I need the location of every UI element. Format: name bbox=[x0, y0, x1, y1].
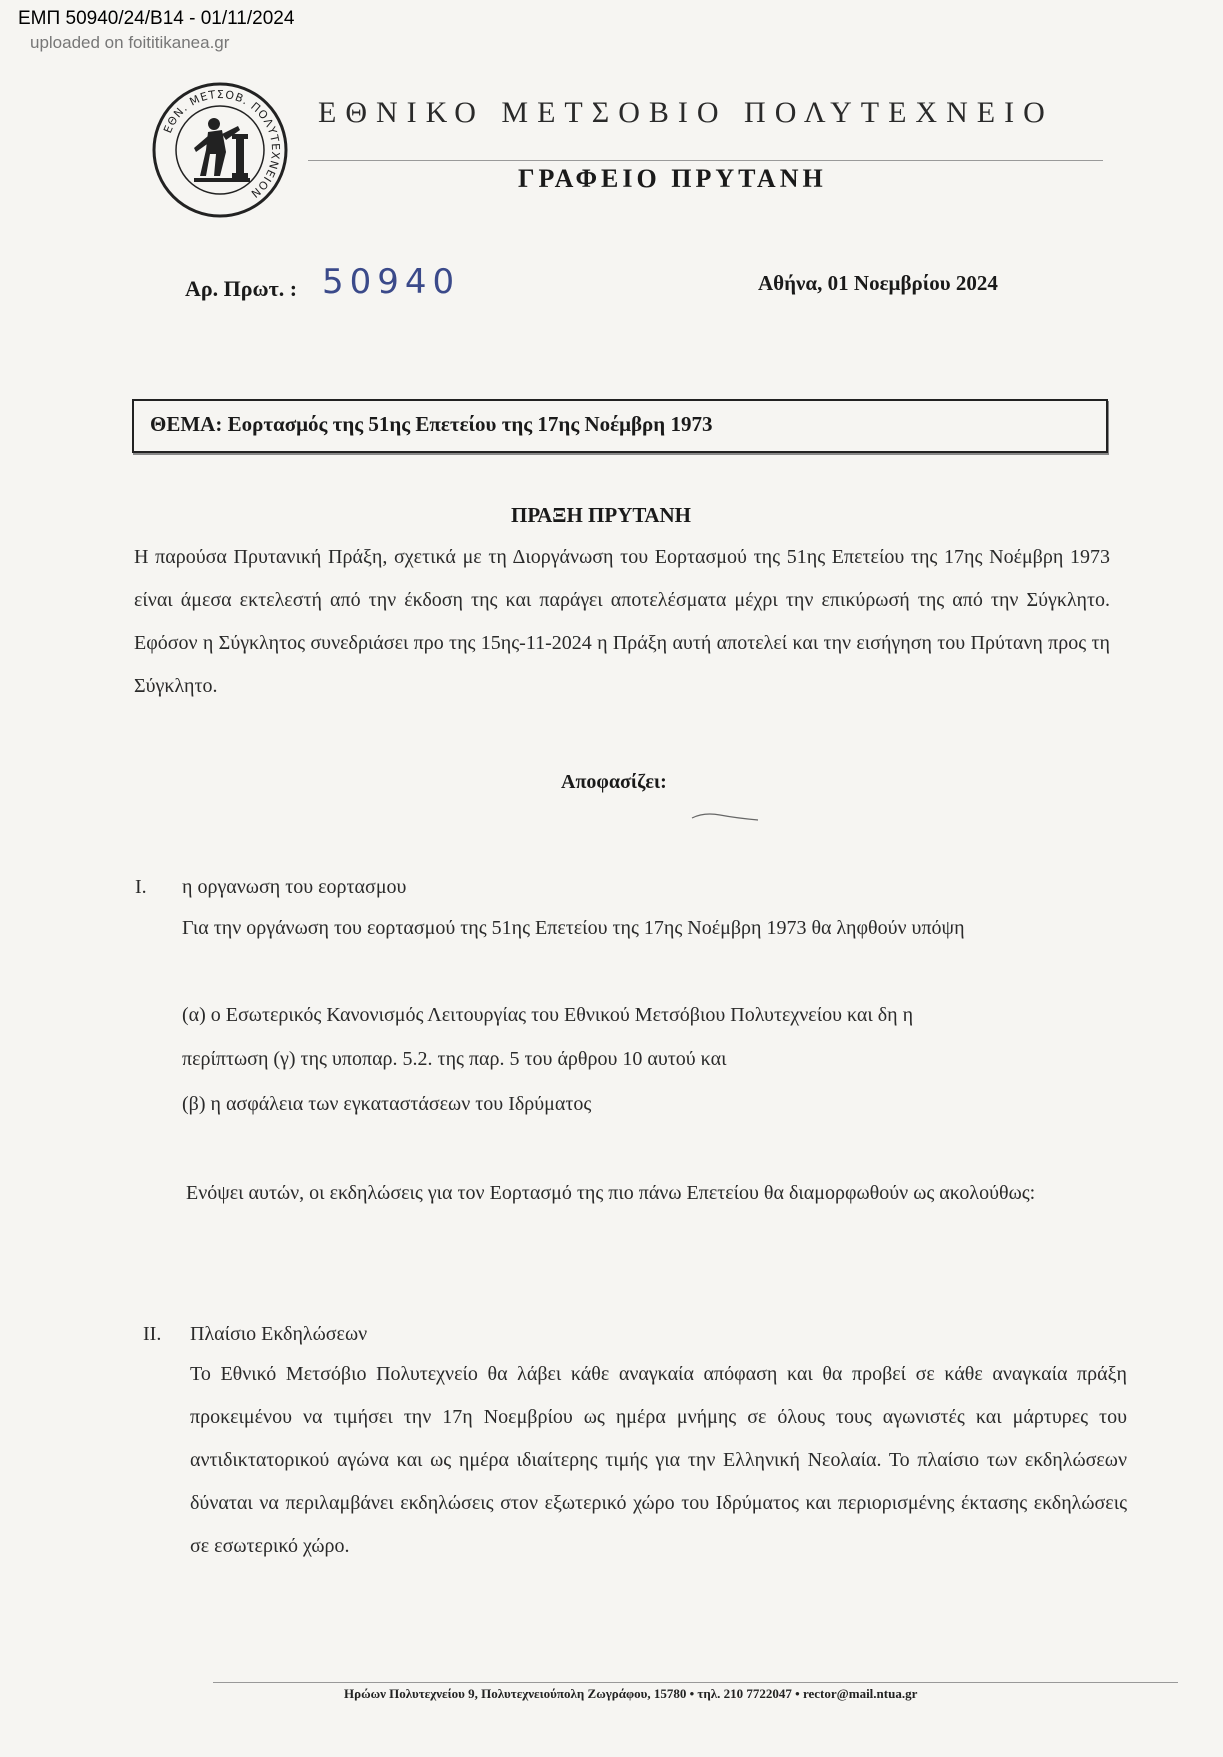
protocol-number: 50940 bbox=[322, 262, 461, 302]
protocol-label: Αρ. Πρωτ. : bbox=[185, 276, 298, 301]
section1-item-a-line2: περίπτωση (γ) της υποπαρ. 5.2. της παρ. 5 του άρθρου 10 αυτού και bbox=[182, 1048, 727, 1070]
section1-heading: η οργανωση του εορτασμου bbox=[182, 876, 407, 898]
header-divider bbox=[308, 160, 1103, 161]
section1-conclusion: Ενόψει αυτών, οι εκδηλώσεις για τον Εορτασμό της πιο πάνω Επετείου θα διαμορφωθούν ως ακολούθως: bbox=[186, 1182, 1036, 1204]
section1-item-b: (β) η ασφάλεια των εγκαταστάσεων του Ιδρύματος bbox=[182, 1093, 592, 1115]
subject-box bbox=[132, 399, 1108, 453]
subject-line: ΘΕΜΑ: Εορτασμός της 51ης Επετείου της 17ης Νοέμβρη 1973 bbox=[150, 412, 713, 436]
office-name: ΓΡΑΦΕΙΟ ΠΡΥΤΑΝΗ bbox=[518, 164, 827, 193]
decides-heading: Αποφασίζει: bbox=[561, 771, 667, 793]
svg-text:ΕΘΝ. ΜΕΤΣΟΒ. ΠΟΛΥΤΕΧΝΕΙΟΝ: ΕΘΝ. ΜΕΤΣΟΒ. ΠΟΛΥΤΕΧΝΕΙΟΝ bbox=[161, 87, 283, 201]
document-date: Αθήνα, 01 Νοεμβρίου 2024 bbox=[758, 271, 998, 295]
university-seal-icon bbox=[150, 80, 290, 220]
intro-paragraph: Η παρούσα Πρυτανική Πράξη, σχετικά με τη Διοργάνωση του Εορτασμού της 51ης Επετείου της 17ης Νοέμβρη 1973 είναι άμεσα εκτελεστή από την έκδοση της και παράγει αποτελέσματα μέχρι την επικύρωσή της από την Σύγκλητο. Εφόσον η Σύγκλητος συνεδριάσει προ της 15ης-11-2024 η Πράξη αυτή αποτελεί και την εισήγηση του Πρύτανη προς τη Σύγκλητο. bbox=[134, 546, 1110, 697]
section2-text: Το Εθνικό Μετσόβιο Πολυτεχνείο θα λάβει κάθε αναγκαία απόφαση και θα προβεί σε κάθε αναγκαία πράξη προκειμένου να τιμήσει την 17η Νοεμβρίου ως ημέρα μνήμης σε όλους τους αγωνιστές και μάρτυρες του αντιδικτατορικού αγώνα και ως ημέρα ιδιαίτερης τιμής για την Ελληνική Νεολαία. Το πλαίσιο των εκδηλώσεων δύναται να περιλαμβάνει εκδηλώσεις στον εξωτερικό χώρο του Ιδρύματος και περιορισμένης έκτασης εκδηλώσεις σε εσωτερικό χώρο. bbox=[190, 1363, 1127, 1557]
institution-name: ΕΘΝΙΚΟ ΜΕΤΣΟΒΙΟ ΠΟΛΥΤΕΧΝΕΙΟ bbox=[318, 96, 1054, 129]
section2-numeral: II. bbox=[143, 1323, 162, 1345]
upload-reference: ΕΜΠ 50940/24/Β14 - 01/11/2024 bbox=[18, 8, 295, 29]
section1-text: Για την οργάνωση του εορτασμού της 51ης Επετείου της 17ης Νοέμβρη 1973 θα ληφθούν υπόψη bbox=[182, 917, 965, 939]
section1-numeral: I. bbox=[135, 876, 147, 898]
footer-divider bbox=[213, 1682, 1178, 1683]
section2-heading: Πλαίσιο Εκδηλώσεων bbox=[190, 1323, 368, 1345]
flourish-mark-icon bbox=[690, 810, 760, 822]
section1-item-a-line1: (α) ο Εσωτερικός Κανονισμός Λειτουργίας του Εθνικού Μετσόβιου Πολυτεχνείου και δη η bbox=[182, 1004, 914, 1026]
act-title: ΠΡΑΞΗ ΠΡΥΤΑΝΗ bbox=[511, 503, 692, 527]
footer-contact: Ηρώων Πολυτεχνείου 9, Πολυτεχνειούπολη Ζωγράφου, 15780 • τηλ. 210 7722047 • rector@mail.ntua.gr bbox=[344, 1686, 918, 1701]
upload-source: uploaded on foititikanea.gr bbox=[30, 33, 230, 52]
